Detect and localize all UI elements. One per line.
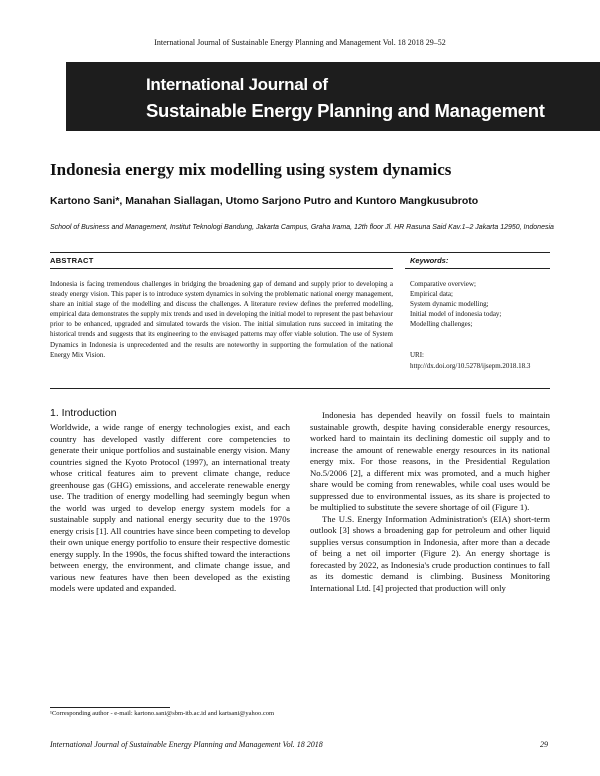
journal-banner: [66, 62, 600, 131]
running-head: International Journal of Sustainable Energy Planning and Management Vol. 18 2018 29–52: [154, 38, 446, 47]
affiliation: School of Business and Management, Institut Teknologi Bandung, Jakarta Campus, Graha Irama, 12th floor Jl. HR Rasuna Said Kav.1–2 Jakarta 12950, Indonesia: [50, 224, 554, 231]
paper-title: Indonesia energy mix modelling using system dynamics: [50, 160, 452, 179]
banner-line-1: International Journal of: [146, 75, 328, 94]
keyword-item: Initial model of indonesia today;: [410, 310, 502, 319]
body-paragraph: Worldwide, a wide range of energy technologies exist, and each country has developed vastly different core competencies to generate their unique portfolios and sustainable energy vision. Many countries signed the Kyoto Protocol (1997), an international treaty whose critical features aim to prevent climate change, reduce greenhouse gas (GHG) emissions, and accelerate renewable energy use. The tradition of energy modelling had seemingly begun when the world was urged to develop energy system models for a sustainable supply and national energy security due to the 1970s energy crisis [1]. All countries have since been competing to develop their own unique energy portfolio to ensure their respective domestic energy supply. In the 1990s, the focus shifted toward the interactions between energy, the environment, and climate change issue, and various new features have then been developed as the existing models were updated and expanded.: [50, 422, 290, 593]
body-paragraph: The U.S. Energy Information Administration's (EIA) short-term outlook [3] shows a broadening gap for petroleum and other liquid supplies versus consumption in Indonesia, after more than a decade of being a net oil importer (Figure 2). An energy shortage is forecasted by 2022, as Indonesia's crude production continues to fall as its domestic demand is climbing. Business Monitoring International Ltd. [4] projected that production will only: [310, 513, 550, 593]
keywords-divider: [405, 268, 550, 269]
author-list: Kartono Sani*, Manahan Siallagan, Utomo Sarjono Putro and Kuntoro Mangkusubroto: [50, 195, 479, 207]
banner-line-2: Sustainable Energy Planning and Management: [146, 100, 545, 121]
divider-top: [50, 252, 550, 253]
keyword-list: [410, 279, 555, 329]
divider-bottom: [50, 388, 550, 389]
doi-link[interactable]: http://dx.doi.org/10.5278/ijsepm.2018.18.3: [410, 361, 531, 370]
right-column: [310, 410, 550, 594]
keyword-item: Modelling challenges;: [410, 320, 473, 329]
uri-label: URI:: [410, 351, 424, 359]
footnote-divider: [50, 707, 170, 708]
body-paragraph: Indonesia has depended heavily on fossil fuels to maintain sustainable growth, despite having considerable energy resources, worked hard to maintain its declining domestic oil supply and to increase the amount of renewable energy resources in its national energy mix. For those reasons, in the Presidential Regulation No.5/2006 [2], a different mix was promoted, and a much higher share would be coming from renewables, while coal uses would be suppressed due to environmental issues, as its share is projected to be multiplied to substitute the severe shortage of oil (Figure 1).: [310, 410, 550, 512]
keyword-item: Comparative overview;: [410, 280, 476, 288]
keyword-item: Empirical data;: [410, 290, 453, 299]
footer-journal: International Journal of Sustainable Energy Planning and Management Vol. 18 2018: [50, 740, 323, 749]
left-column: [50, 422, 290, 595]
section-heading: 1. Introduction: [50, 407, 117, 419]
footnote: ¹Corresponding author - e-mail: kartono.sani@sbm-itb.ac.id and kartsani@yahoo.com: [50, 710, 275, 717]
page-number: 29: [540, 740, 548, 749]
keyword-item: System dynamic modelling;: [410, 300, 489, 309]
keywords-heading: Keywords:: [410, 256, 449, 265]
abstract-text: Indonesia is facing tremendous challenges in bridging the broadening gap of demand and supply prior to developing a steady energy vision. This paper is to introduce system dynamics in solving the problematic national energy management, share an initial stage of the modelling and discuss the challenges. A literature review defines the preferred modelling, empirical data demonstrates the supply mix trends and used in developing the initial model to represent the past behaviour prior to be enhanced, upgraded and simulated towards the vision. The initial simulation runs succeed in imitating the historical trends and suggests that its engineering to the envisaged patterns may offer viable solution. The use of System Dynamics in Indonesia is unprecedented and the results are noteworthy in supporting the formulation of the national Energy Mix Vision.: [50, 280, 393, 359]
abstract-divider: [50, 268, 393, 269]
abstract-heading: ABSTRACT: [50, 256, 94, 265]
uri-block: [410, 350, 530, 371]
